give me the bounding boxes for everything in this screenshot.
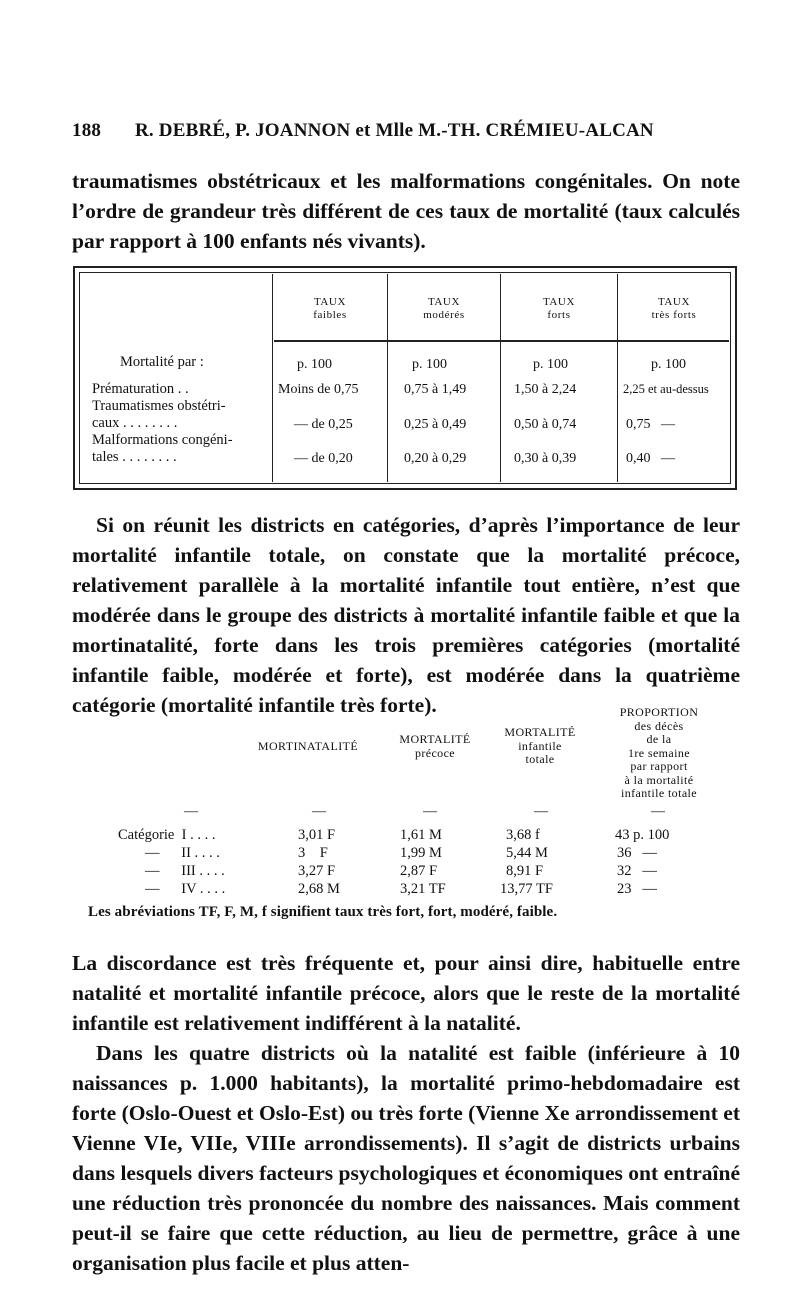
table-1-unit: p. 100 — [297, 357, 332, 372]
table-2-cell: 2,68 M — [298, 881, 340, 897]
table-2-col-header: MORTALITÉ précoce — [399, 732, 471, 760]
paragraph-1: traumatismes obstétricaux et les malformations congénitales. On note l’ordre de grandeur très différent de ces taux de mortalité (taux calculés par rapport à 100 enfants nés vivants). — [72, 169, 740, 253]
table-1-cell: 0,40 — — [626, 451, 675, 466]
table-1-cell: 0,75 — — [626, 417, 675, 432]
table-1-cell: 0,50 à 0,74 — [514, 417, 577, 432]
table-1-cell: 0,30 à 0,39 — [514, 451, 577, 466]
table-1-unit: p. 100 — [533, 357, 568, 372]
table-2-separator: — — [651, 804, 665, 819]
table-2-cell: 13,77 TF — [500, 881, 553, 897]
table-1-cell: 0,25 à 0,49 — [404, 417, 467, 432]
page-number: 188 — [72, 120, 102, 141]
table-1-cell: — de 0,25 — [294, 417, 353, 432]
table-2-col-header: MORTALITÉ infantile totale — [504, 725, 576, 766]
table-2-row-label: — II . . . . — [145, 845, 220, 861]
table-1-cell: 0,75 à 1,49 — [404, 382, 467, 397]
table-2-cell: 1,61 M — [400, 827, 442, 843]
table-1-col-header: TAUX très forts — [651, 296, 697, 321]
table-1-cell: 2,25 et au-dessus — [623, 382, 709, 396]
table-2-cell: 32 — — [617, 863, 657, 879]
table-1-row-label: Traumatismes obstétri- — [92, 398, 226, 414]
table-2-cell: 3,27 F — [298, 863, 336, 879]
table-2-separator: — — [423, 804, 437, 819]
abbreviation-note: Les abréviations TF, F, M, f signifient taux très fort, fort, modéré, faible. — [88, 904, 558, 920]
authors: R. DEBRÉ, P. JOANNON et Mlle M.-TH. CRÉMIEU-ALCAN — [134, 120, 654, 141]
table-2-separator: — — [312, 804, 326, 819]
table-1-row-label: Prématuration . . — [92, 381, 189, 397]
table-1-row-label: Malformations congéni- — [92, 432, 233, 448]
table-2-cell: 5,44 M — [506, 845, 548, 861]
table-2-cell: 43 p. 100 — [615, 827, 670, 843]
paragraph-3: La discordance est très fréquente et, pour ainsi dire, habituelle entre natalité et mortalité infantile précoce, alors que le reste de la mortalité infantile est relativement indifférent à la natalité. — [72, 951, 740, 1035]
table-2-cell: 1,99 M — [400, 845, 442, 861]
table-1-col-header: TAUX modérés — [423, 296, 465, 321]
table-2-row-label: — III . . . . — [145, 863, 225, 879]
table-1-row-label: Mortalité par : — [120, 354, 204, 370]
table-2-cell: 36 — — [617, 845, 657, 861]
table-1-header-rule — [274, 340, 729, 342]
table-2-row-label: — IV . . . . — [145, 881, 226, 897]
paragraph-2: Si on réunit les districts en catégories, d’après l’importance de leur mortalité infantile totale, on constate que la mortalité précoce, relativement parallèle à la mortalité infantile tout entière, n’est que modérée dans le groupe des districts à mortalité infantile faible et que la mortinatalité, forte dans les trois premières catégories (mortalité infantile faible, modérée et forte), est modérée dans la quatrième catégorie (mortalité infantile très forte). — [72, 513, 740, 717]
table-1-col-header: TAUX forts — [542, 296, 576, 321]
table-2-row-label: Catégorie I . . . . — [118, 827, 216, 843]
table-1-row-label: caux . . . . . . . . — [92, 415, 178, 431]
table-1-unit: p. 100 — [412, 357, 447, 372]
table-2-cell: 3,01 F — [298, 827, 336, 843]
running-head — [72, 120, 752, 142]
table-1-cell: 0,20 à 0,29 — [404, 451, 467, 466]
table-2-cell: 8,91 F — [506, 863, 544, 879]
table-1-col-header: TAUX faibles — [313, 296, 347, 321]
table-1-unit: p. 100 — [651, 357, 686, 372]
table-2-col-header: MORTINATALITÉ — [257, 739, 359, 753]
paragraph-4: Dans les quatre districts où la natalité est faible (inférieure à 10 naissances p. 1.000 habitants), la mortalité primo-hebdomadaire est forte (Oslo-Ouest et Oslo-Est) ou très forte (Vienne Xe arrondissement et Vienne VIe, VIIe, VIIIe arrondissements). Il s’agit de districts urbains dans lesquels divers facteurs psychologiques et économiques ont entraîné une réduction très prononcée du nombre des naissances. Mais comment peut-il se faire que cette réduction, au lieu de permettre, grâce à une organisation plus facile et plus atten- — [72, 1041, 740, 1275]
table-1-cell: 1,50 à 2,24 — [514, 382, 577, 397]
table-2-col-header: PROPORTION des décès de la 1re semaine par rapport à la mortalité infantile totale — [619, 705, 699, 800]
table-1-cell: — de 0,20 — [294, 451, 353, 466]
table-2-cell: 2,87 F — [400, 863, 438, 879]
table-1-row-label: tales . . . . . . . . — [92, 449, 177, 465]
table-2-separator: — — [184, 804, 198, 819]
table-2-cell: 3 F — [298, 845, 328, 861]
table-2-separator: — — [534, 804, 548, 819]
table-2-cell: 23 — — [617, 881, 657, 897]
table-2-cell: 3,68 f — [506, 827, 540, 843]
table-1-cell: Moins de 0,75 — [278, 382, 359, 397]
table-2-cell: 3,21 TF — [400, 881, 446, 897]
